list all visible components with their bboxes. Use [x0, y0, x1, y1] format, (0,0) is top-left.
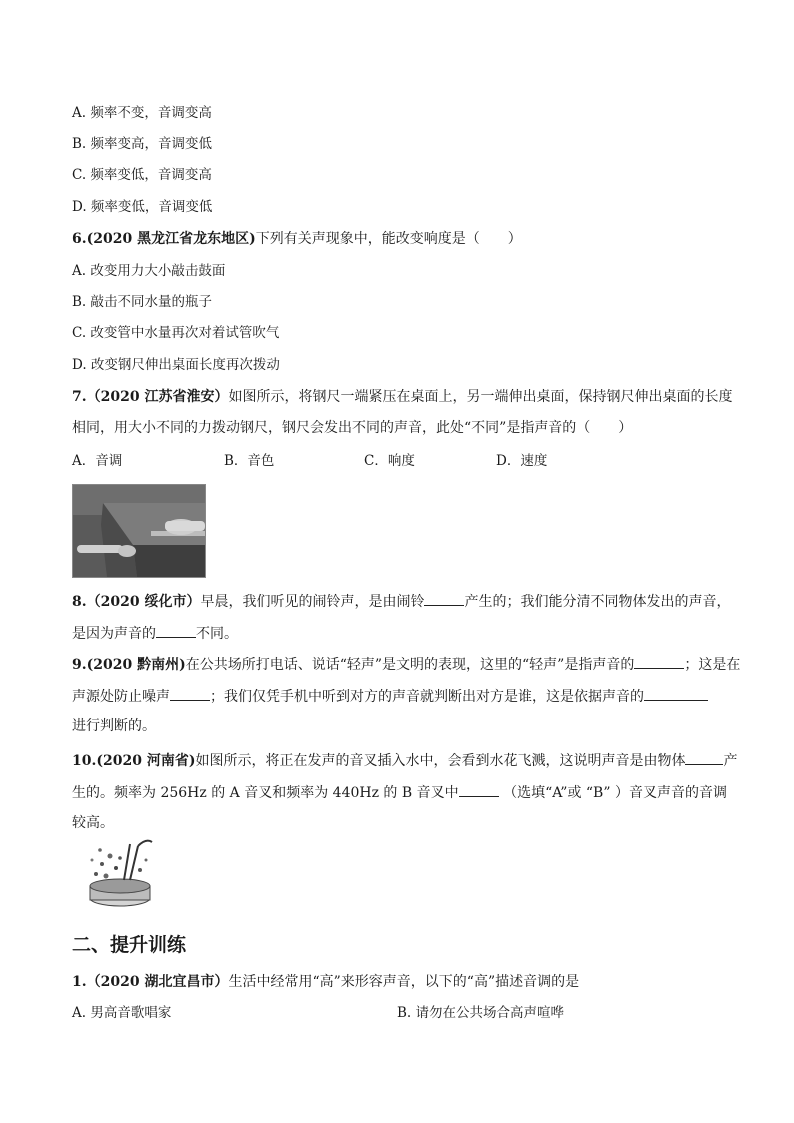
q9-blank-1[interactable] — [634, 653, 684, 669]
q6-stem: 下列有关声现象中，能改变响度是（ ） — [255, 231, 522, 247]
q7-option-c: C．响度 — [364, 453, 415, 469]
q8-text-2: 产生的；我们能分清不同物体发出的声音， — [464, 594, 731, 610]
q7-source: 7.（2020 江苏省淮安） — [72, 389, 229, 405]
q10-question-line2 — [72, 781, 727, 803]
q5-option-d: D. 频率变低，音调变低 — [72, 199, 213, 215]
tuning-fork-water-image — [80, 830, 160, 916]
q5-option-a: A. 频率不变，音调变高 — [72, 105, 212, 121]
q10-text-4: （选填“A”或 “B” ）音叉声音的音调 — [503, 785, 727, 801]
s2-q1-option-a: A. 男高音歌唱家 — [72, 1005, 172, 1021]
q9-text-1: 在公共场所打电话、说话“轻声”是文明的表现，这里的“轻声”是指声音的 — [185, 657, 635, 673]
q7-option-a: A．音调 — [72, 453, 123, 469]
q5-option-c: C. 频率变低，音调变高 — [72, 167, 212, 183]
q8-question-line1 — [72, 590, 730, 612]
q9-text-2: ；这是在 — [684, 657, 741, 673]
s2-q1-question — [72, 972, 579, 992]
section-title: 二、提升训练 — [72, 934, 187, 956]
q8-blank-2[interactable] — [156, 622, 196, 638]
q7-ruler-figure — [72, 484, 206, 578]
q8-question-line2 — [72, 622, 238, 644]
q6-option-c: C. 改变管中水量再次对着试管吹气 — [72, 325, 280, 341]
q9-text-5: 进行判断的。 — [72, 718, 156, 734]
q9-question-line1 — [72, 653, 740, 675]
q6-question — [72, 229, 522, 249]
q6-option-d: D. 改变钢尺伸出桌面长度再次拨动 — [72, 357, 280, 373]
q9-source: 9.(2020 黔南州) — [72, 657, 186, 673]
q7-option-d: D．速度 — [496, 453, 548, 469]
q5-option-b: B. 频率变高，音调变低 — [72, 136, 213, 152]
q9-text-4: ；我们仅凭手机中听到对方的声音就判断出对方是谁，这是依据声音的 — [210, 689, 644, 705]
q10-tuning-fork-figure — [80, 830, 160, 916]
s2-q1-options — [72, 1003, 564, 1023]
q7-stem-1: 如图所示，将钢尺一端紧压在桌面上，另一端伸出桌面，保持钢尺伸出桌面的长度 — [228, 389, 733, 405]
q8-text-4: 不同。 — [196, 626, 238, 642]
q10-text-3: 生的。频率为 256Hz 的 A 音叉和频率为 440Hz 的 B 音叉中 — [72, 785, 459, 801]
q10-question-line1 — [72, 749, 737, 771]
q9-blank-3[interactable] — [644, 685, 708, 701]
q6-source: 6.(2020 黑龙江省龙东地区) — [72, 231, 256, 247]
q10-source: 10.(2020 河南省) — [72, 753, 196, 769]
q10-blank-1[interactable] — [685, 749, 723, 765]
q8-blank-1[interactable] — [424, 590, 464, 606]
s2-q1-option-b: B. 请勿在公共场合高声喧哗 — [397, 1005, 565, 1021]
q8-text-3: 是因为声音的 — [72, 626, 156, 642]
q9-question-line3 — [72, 716, 156, 736]
q7-question-line2 — [72, 418, 632, 438]
q6-option-a: A. 改变用力大小敲击鼓面 — [72, 263, 226, 279]
q8-source: 8.（2020 绥化市） — [72, 594, 201, 610]
q9-question-line2 — [72, 685, 708, 707]
q7-options — [72, 451, 547, 471]
s2-q1-source: 1.（2020 湖北宜昌市） — [72, 974, 229, 990]
q7-stem-2: 相同，用大小不同的力拨动钢尺，钢尺会发出不同的声音，此处“不同”是指声音的（ ） — [72, 420, 633, 436]
q10-text-2: 产 — [723, 753, 738, 769]
q8-text-1: 早晨，我们听见的闹铃声，是由闹铃 — [200, 594, 425, 610]
q9-blank-2[interactable] — [170, 685, 210, 701]
s2-q1-stem: 生活中经常用“高”来形容声音，以下的“高”描述音调的是 — [228, 974, 580, 990]
q10-blank-2[interactable] — [459, 781, 499, 797]
q10-text-1: 如图所示，将正在发声的音叉插入水中，会看到水花飞溅，这说明声音是由物体 — [195, 753, 686, 769]
q7-option-b: B．音色 — [224, 453, 275, 469]
q7-question-line1 — [72, 387, 732, 407]
q6-option-b: B. 敲击不同水量的瓶子 — [72, 294, 213, 310]
q9-text-3: 声源处防止噪声 — [72, 689, 170, 705]
ruler-desk-image — [73, 485, 205, 577]
q10-text-5: 较高。 — [72, 815, 114, 831]
